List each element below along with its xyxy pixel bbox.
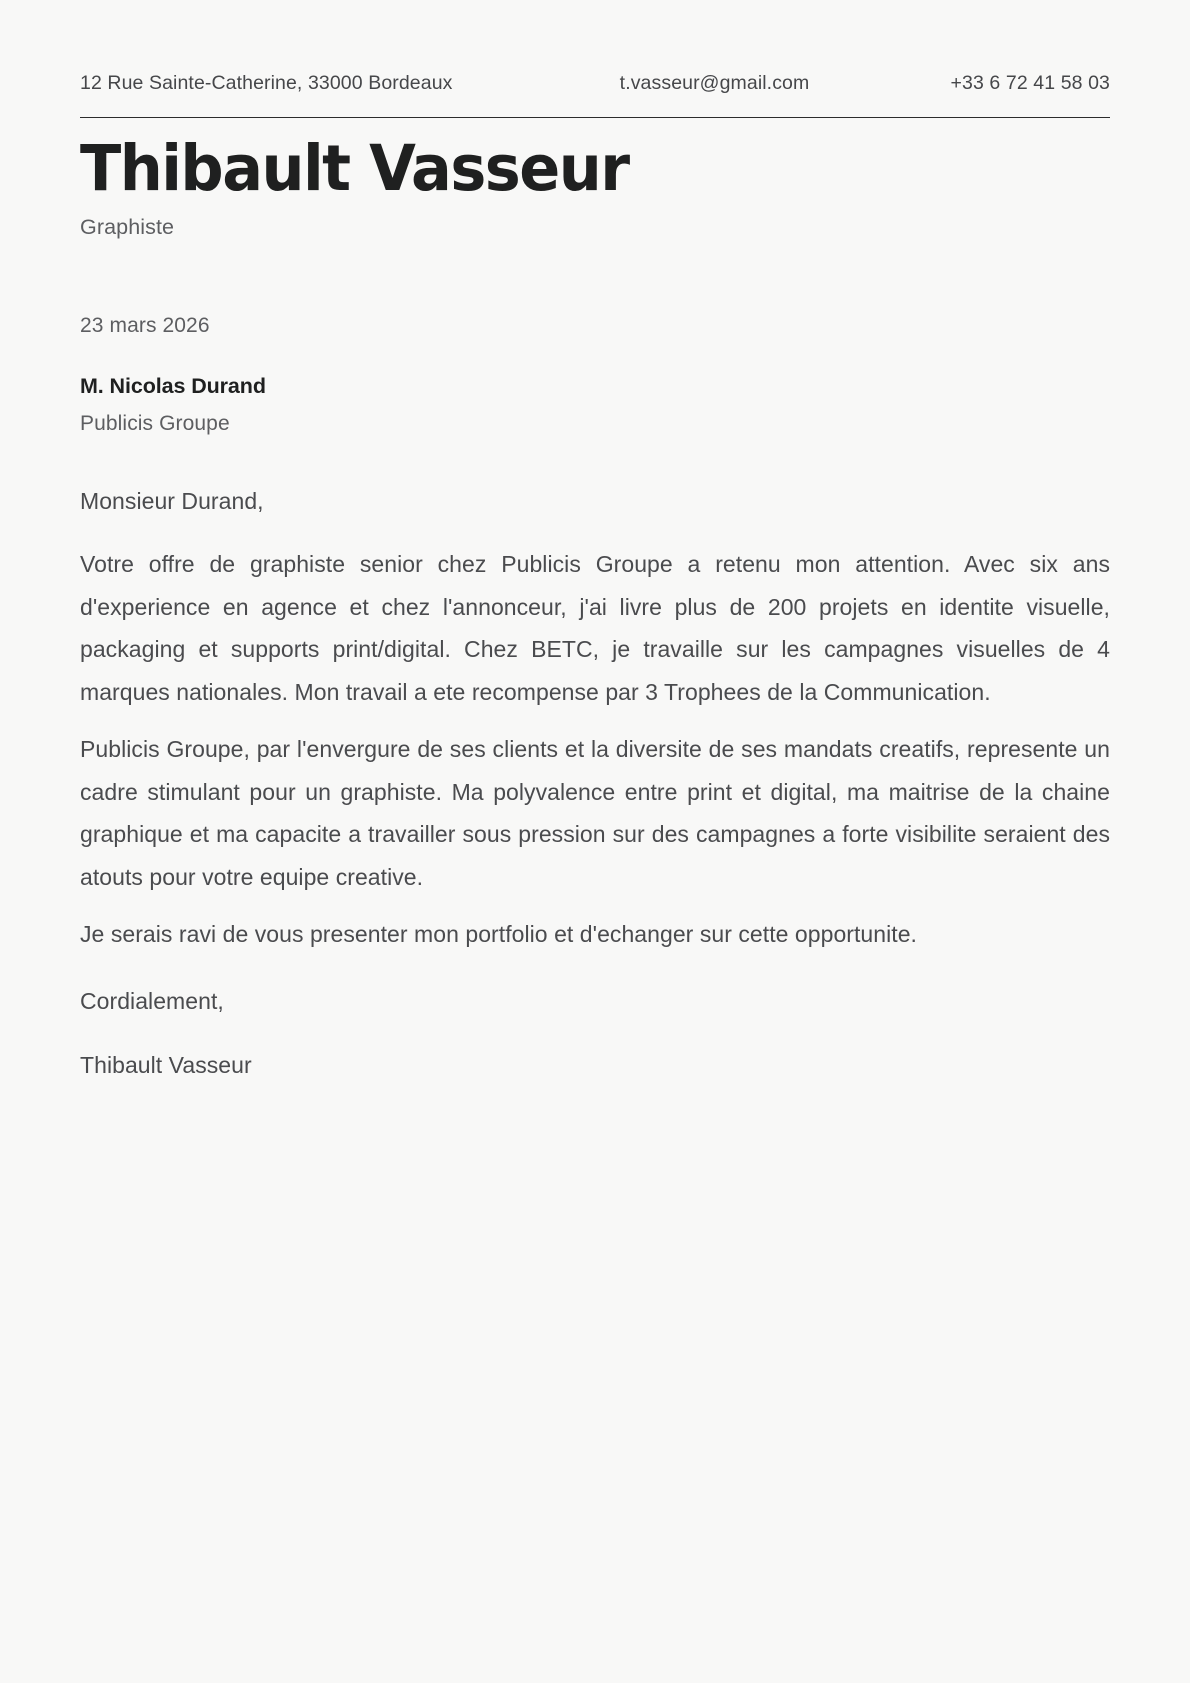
letter-paragraph: Je serais ravi de vous presenter mon portfolio et d'echanger sur cette opportunite. — [80, 920, 918, 947]
letter-body — [80, 488, 1110, 1087]
applicant-role: Graphiste — [80, 214, 175, 239]
contact-phone: +33 6 72 41 58 03 — [950, 72, 1110, 94]
letter-date: 23 mars 2026 — [80, 313, 210, 337]
closing-line: Cordialement, — [80, 987, 224, 1014]
recipient-name: M. Nicolas Durand — [80, 373, 266, 398]
contact-address: 12 Rue Sainte-Catherine, 33000 Bordeaux — [80, 72, 453, 94]
salutation: Monsieur Durand, — [80, 487, 264, 514]
letter-paragraph: Votre offre de graphiste senior chez Publicis Groupe a retenu mon attention. Avec six ans d'experience en agence et chez l'annonceur, j'ai livre plus de 200 projets en identite visuelle, packaging et supports print/digital. Chez BETC, je travaille sur les campagnes visuelles de 4 marques nationales. Mon travail a ete recompense par 3 Trophees de la Communication. — [80, 550, 1110, 706]
recipient-block — [80, 374, 1110, 436]
contact-email: t.vasseur@gmail.com — [619, 72, 810, 94]
contact-header — [80, 72, 1110, 118]
signature-name: Thibault Vasseur — [80, 1052, 252, 1079]
recipient-company: Publicis Groupe — [80, 411, 230, 435]
letter-paragraph: Publicis Groupe, par l'envergure de ses clients et la diversite de ses mandats creatifs, represente un cadre stimulant pour un graphiste. Ma polyvalence entre print et digital, ma maitrise de la chaine graphique et ma capacite a travailler sous pression sur des campagnes a forte visibilite seraient des atouts pour votre equipe creative. — [80, 735, 1110, 891]
applicant-name: Thibault Vasseur — [80, 132, 629, 205]
identity-block — [80, 132, 1110, 240]
